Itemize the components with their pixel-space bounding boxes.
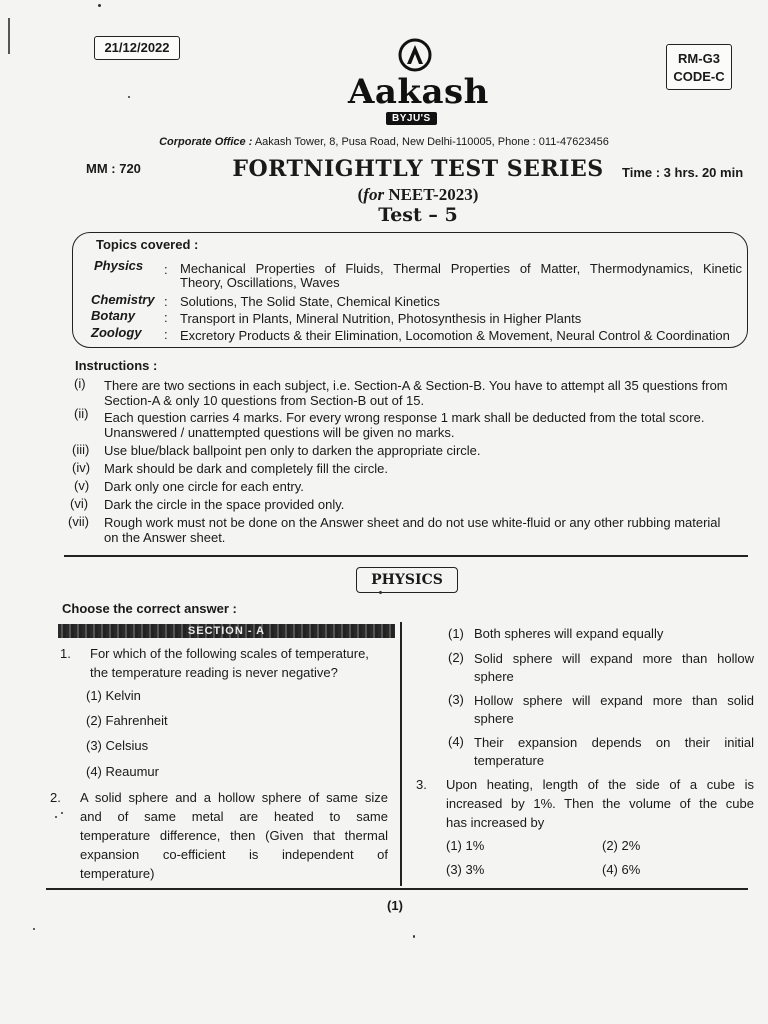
test-number: Test – 5 xyxy=(378,204,458,226)
instruction-number: (i) xyxy=(74,376,86,391)
topic-text-chemistry: Solutions, The Solid State, Chemical Kinetics xyxy=(180,294,440,309)
option-q1-2: (2) Fahrenheit xyxy=(86,713,168,728)
physics-heading: PHYSICS xyxy=(356,567,458,593)
date-box: 21/12/2022 xyxy=(94,36,180,60)
instruction-line: Mark should be dark and completely fill the circle. xyxy=(104,461,388,476)
option-q2-3-text xyxy=(474,692,754,728)
instruction-number: (v) xyxy=(74,478,90,493)
question-line: and of same metal are heated to same xyxy=(80,809,388,824)
instruction-line: Unanswered / unattempted questions will be given no marks. xyxy=(104,425,455,440)
topic-subject-chemistry: Chemistry xyxy=(91,292,155,307)
question-number: 2. xyxy=(50,790,61,805)
option-line: sphere xyxy=(474,711,514,726)
topic-subject-botany: Botany xyxy=(91,308,136,323)
code-box xyxy=(666,44,732,90)
instruction-line: Rough work must not be done on the Answer sheet and do not use white-fluid or any other rubbing material xyxy=(104,515,721,530)
question-line: A solid sphere and a hollow sphere of same size xyxy=(80,790,388,805)
option-q2-1-number: (1) xyxy=(448,626,464,641)
page-number: (1) xyxy=(387,898,403,913)
option-q1-4: (4) Reaumur xyxy=(86,764,159,779)
option-q2-3-number: (3) xyxy=(448,692,464,707)
instruction-number: (vi) xyxy=(70,496,89,511)
question-line: temperature difference, then (Given that thermal xyxy=(80,828,388,843)
question-line: For which of the following scales of temperature, xyxy=(90,646,369,661)
instruction-line: Dark only one circle for each entry. xyxy=(104,479,304,494)
exam-target xyxy=(0,185,768,205)
topic-colon: : xyxy=(164,310,168,325)
speck xyxy=(379,591,382,594)
test-series-title: FORTNIGHTLY TEST SERIES xyxy=(232,156,604,182)
corporate-office-line xyxy=(0,136,768,148)
instruction-line: Use blue/black ballpoint pen only to darken the appropriate circle. xyxy=(104,443,481,458)
instruction-line: Section-A & only 10 questions from Section-B out of 15. xyxy=(104,393,425,408)
question-number: 1. xyxy=(60,646,71,661)
option-q3-1: (1) 1% xyxy=(446,838,485,853)
instruction-line: on the Answer sheet. xyxy=(104,530,226,545)
question-line: has increased by xyxy=(446,815,545,830)
instruction-line: Dark the circle in the space provided only. xyxy=(104,497,345,512)
question-number: 3. xyxy=(416,777,427,792)
topic-text-botany: Transport in Plants, Mineral Nutrition, Photosynthesis in Higher Plants xyxy=(180,311,582,326)
topic-text-zoology: Excretory Products & their Elimination, Locomotion & Movement, Neural Control & Coordination xyxy=(180,328,730,343)
speck xyxy=(413,935,415,938)
topics-heading: Topics covered : xyxy=(96,237,199,252)
instruction-line: Each question carries 4 marks. For every wrong response 1 mark shall be deducted from the total score. xyxy=(104,410,705,425)
question-line: Upon heating, length of the side of a cube is xyxy=(446,777,754,792)
section-a-banner: SECTION - A xyxy=(58,624,395,638)
option-q2-4-number: (4) xyxy=(448,734,464,749)
instruction-text xyxy=(104,378,750,408)
max-marks: MM : 720 xyxy=(86,161,141,176)
instruction-text xyxy=(104,515,750,545)
time-duration: Time : 3 hrs. 20 min xyxy=(622,165,744,180)
instruction-text xyxy=(104,410,750,440)
option-line: Hollow sphere will expand more than solid xyxy=(474,693,754,708)
choose-instruction: Choose the correct answer : xyxy=(62,601,237,616)
option-line: Solid sphere will expand more than hollow xyxy=(474,651,754,666)
option-q1-3: (3) Celsius xyxy=(86,738,149,753)
option-q2-2-number: (2) xyxy=(448,650,464,665)
option-line: Their expansion depends on their initial xyxy=(474,735,754,750)
speck xyxy=(128,96,130,98)
speck xyxy=(61,812,63,814)
divider xyxy=(64,555,748,557)
divider xyxy=(46,888,748,890)
topic-colon: : xyxy=(164,327,168,342)
option-line: temperature xyxy=(474,753,545,768)
instruction-number: (vii) xyxy=(68,514,89,529)
option-line: sphere xyxy=(474,669,514,684)
code-line-1: RM-G3 xyxy=(678,51,720,66)
question-line: the temperature reading is never negative? xyxy=(90,665,338,680)
code-line-2: CODE-C xyxy=(673,69,725,84)
speck xyxy=(33,928,35,930)
corporate-address: Aakash Tower, 8, Pusa Road, New Delhi-110005, Phone : 011-47623456 xyxy=(252,136,609,148)
question-text xyxy=(446,775,754,832)
option-q2-2-text xyxy=(474,650,754,686)
aakash-emblem-icon xyxy=(398,38,432,72)
option-q3-4: (4) 6% xyxy=(602,862,641,877)
logo-wordmark: Aakash xyxy=(348,72,489,112)
topic-subject-physics: Physics xyxy=(94,258,144,273)
logo-byjus-badge: BYJU'S xyxy=(386,112,437,125)
option-q3-3: (3) 3% xyxy=(446,862,485,877)
instruction-number: (ii) xyxy=(74,406,89,421)
topic-text-physics-1: Mechanical Properties of Fluids, Thermal Properties of Matter, Thermodynamics, Kinetic xyxy=(180,261,742,276)
topic-text-physics-2: Theory, Oscillations, Waves xyxy=(180,275,340,290)
column-divider xyxy=(400,622,402,886)
for-label: for xyxy=(363,185,385,204)
instructions-heading: Instructions : xyxy=(75,358,158,373)
instruction-number: (iv) xyxy=(72,460,91,475)
topic-subject-zoology: Zoology xyxy=(91,325,142,340)
option-q2-4-text xyxy=(474,734,754,770)
topic-colon: : xyxy=(164,262,168,277)
speck xyxy=(98,4,101,7)
margin-mark xyxy=(8,18,10,54)
option-q1-1: (1) Kelvin xyxy=(86,688,141,703)
option-q3-2: (2) 2% xyxy=(602,838,641,853)
corporate-label: Corporate Office : xyxy=(159,136,253,148)
instruction-number: (iii) xyxy=(72,442,90,457)
question-text xyxy=(80,788,388,883)
for-open: ( xyxy=(357,185,364,204)
speck xyxy=(55,816,57,818)
question-line: temperature) xyxy=(80,866,155,881)
question-line: expansion co-efficient is independent of xyxy=(80,847,388,862)
question-text xyxy=(90,644,392,682)
question-line: increased by 1%. Then the volume of the cube xyxy=(446,796,754,811)
instruction-line: There are two sections in each subject, i.e. Section-A & Section-B. You have to attempt all 35 questions from xyxy=(104,378,728,393)
exam-name: NEET-2023) xyxy=(384,185,479,204)
option-q2-1-text: Both spheres will expand equally xyxy=(474,626,664,641)
topic-colon: : xyxy=(164,294,168,309)
aakash-logo xyxy=(330,38,510,128)
